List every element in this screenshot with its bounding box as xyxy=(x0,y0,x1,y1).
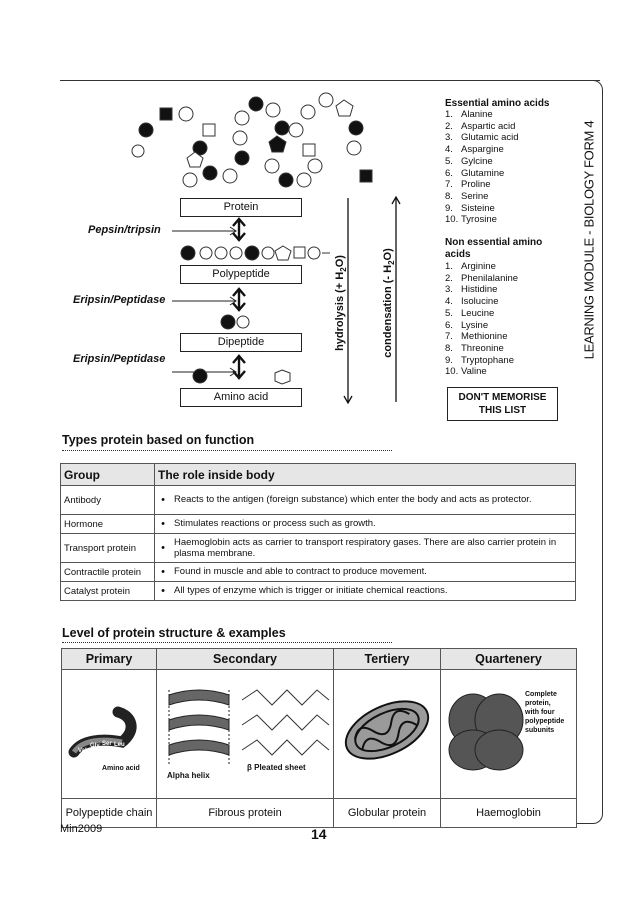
page-number: 14 xyxy=(311,826,327,842)
essential-item: 2. Aspartic acid xyxy=(445,120,516,132)
col-tertiary: Tertiery xyxy=(334,649,441,670)
non-essential-amino-acids xyxy=(445,237,570,378)
non-essential-item: 9. Tryptophane xyxy=(445,354,514,366)
function-section-title: Types protein based on function xyxy=(62,433,255,447)
non-essential-item: 3. Histidine xyxy=(445,284,498,296)
example-quaternary: Haemoglobin xyxy=(441,799,577,828)
essential-item: 10. Tyrosine xyxy=(445,214,497,226)
bullet: • xyxy=(155,486,172,515)
tertiary-image xyxy=(334,670,441,799)
essential-amino-acids xyxy=(445,98,570,226)
non-essential-item: 7. Methionine xyxy=(445,331,508,343)
function-group: Contractile protein xyxy=(61,563,155,582)
bullet: • xyxy=(155,563,172,582)
function-row xyxy=(61,582,576,601)
function-role: Reacts to the antigen (foreign substance) which enter the body and acts as protector. xyxy=(171,486,576,515)
bullet: • xyxy=(155,515,172,534)
non-essential-list xyxy=(445,261,570,378)
stage-protein: Protein xyxy=(180,198,302,217)
quaternary-note: Complete protein, with four polypeptide subunits xyxy=(525,691,565,734)
enzyme-label-eripsin-1: Eripsin/Peptidase xyxy=(73,294,166,306)
memorise-warning: DON'T MEMORISE THIS LIST xyxy=(447,387,558,421)
residue-leu: Leu xyxy=(114,742,125,748)
function-row xyxy=(61,515,576,534)
essential-list xyxy=(445,109,570,226)
module-title: LEARNING MODULE - BIOLOGY FORM 4 xyxy=(581,120,597,360)
example-secondary: Fibrous protein xyxy=(157,799,334,828)
quaternary-image xyxy=(441,670,577,799)
header-rule xyxy=(60,80,600,81)
non-essential-item: 6. Lysine xyxy=(445,319,489,331)
alpha-helix-caption: Alpha helix xyxy=(167,771,210,780)
essential-item: 5. Gylcine xyxy=(445,155,493,167)
stage-polypeptide: Polypeptide xyxy=(180,265,302,284)
function-row xyxy=(61,534,576,563)
structure-table xyxy=(61,648,577,828)
function-row xyxy=(61,486,576,515)
residue-gly: Gly xyxy=(90,743,100,749)
function-group: Antibody xyxy=(61,486,155,515)
col-primary: Primary xyxy=(62,649,157,670)
function-table xyxy=(60,463,576,601)
enzyme-label-pepsin: Pepsin/tripsin xyxy=(88,224,161,236)
stage-amino-acid: Amino acid xyxy=(180,388,302,407)
essential-item: 1. Alanine xyxy=(445,109,493,120)
beta-sheet-caption: β Pleated sheet xyxy=(247,763,306,772)
non-essential-item: 1. Arginine xyxy=(445,261,496,272)
function-group: Transport protein xyxy=(61,534,155,563)
non-essential-item: 8. Threonine xyxy=(445,342,504,354)
function-title-rule xyxy=(62,450,392,451)
polypeptide-figure xyxy=(181,246,330,260)
function-role: All types of enzyme which is trigger or initiate chemical reactions. xyxy=(171,582,576,601)
stage-dipeptide: Dipeptide xyxy=(180,333,302,352)
enzyme-label-eripsin-2: Eripsin/Peptidase xyxy=(73,353,166,365)
function-group: Catalyst protein xyxy=(61,582,155,601)
structure-section-title: Level of protein structure & examples xyxy=(62,626,286,640)
function-group: Hormone xyxy=(61,515,155,534)
col-group: Group xyxy=(61,464,155,486)
non-essential-item: 5. Leucine xyxy=(445,307,495,319)
condensation-label: condensation (- $H_2O$) xyxy=(381,248,397,358)
non-essential-item: 10. Valine xyxy=(445,366,487,378)
function-role: Found in muscle and able to contract to produce movement. xyxy=(171,563,576,582)
essential-item: 7. Proline xyxy=(445,179,491,191)
function-role: Haemoglobin acts as carrier to transport respiratory gases. There are also carrier protein in plasma membrane. xyxy=(171,534,576,563)
non-essential-item: 2. Phenilalanine xyxy=(445,272,519,284)
function-role: Stimulates reactions or process such as growth. xyxy=(171,515,576,534)
amino-acid-caption: Amino acid xyxy=(102,765,140,772)
essential-item: 9. Sisteine xyxy=(445,202,495,214)
non-essential-heading: Non essential amino acids xyxy=(445,237,543,260)
essential-item: 4. Aspargine xyxy=(445,144,504,156)
footer-author: Min2009 xyxy=(60,823,103,835)
function-row xyxy=(61,563,576,582)
essential-item: 6. Glutamine xyxy=(445,167,505,179)
structure-title-rule xyxy=(62,642,392,643)
bullet: • xyxy=(155,534,172,563)
example-tertiary: Globular protein xyxy=(334,799,441,828)
secondary-image xyxy=(157,670,334,799)
non-essential-item: 4. Isolucine xyxy=(445,296,499,308)
primary-image xyxy=(62,670,157,799)
col-quaternary: Quartenery xyxy=(441,649,577,670)
protein-chain-figure xyxy=(132,93,372,187)
essential-item: 8. Serine xyxy=(445,190,489,202)
essential-item: 3. Glutamic acid xyxy=(445,132,519,144)
col-role: The role inside body xyxy=(155,464,576,486)
example-primary: Polypeptide chain xyxy=(62,799,157,828)
hydrolysis-label: hydrolysis (+ $H_2O$) xyxy=(333,255,349,351)
residue-val: Val xyxy=(78,748,87,754)
dipeptide-figure xyxy=(221,315,249,329)
col-secondary: Secondary xyxy=(157,649,334,670)
essential-heading: Essential amino acids xyxy=(445,98,550,109)
bullet: • xyxy=(155,582,172,601)
residue-ser: Ser xyxy=(102,741,112,747)
